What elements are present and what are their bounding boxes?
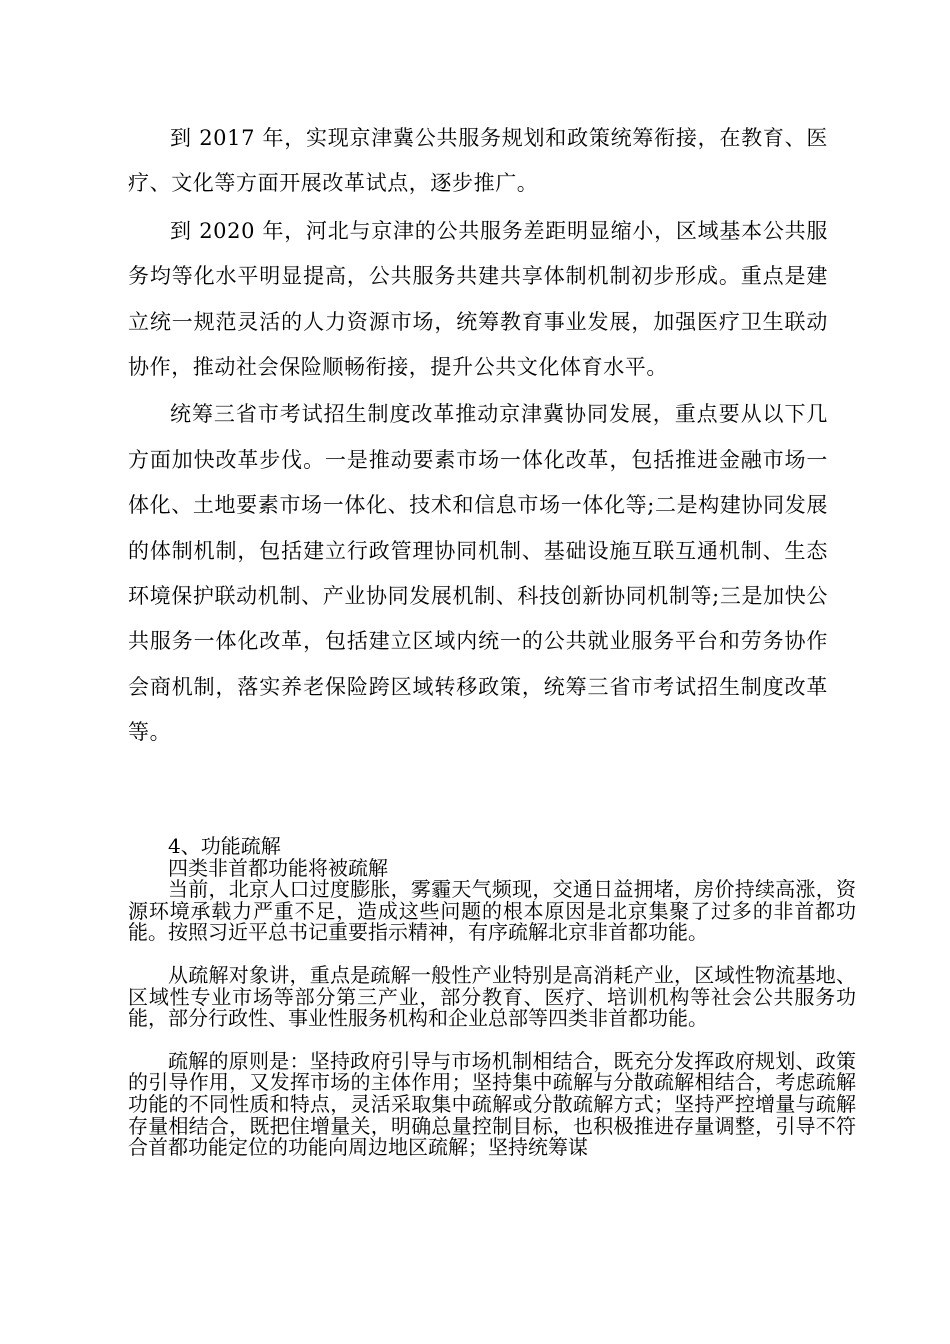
lower-text-block bbox=[128, 836, 856, 1159]
paragraph-relocation-principles: 疏解的原则是：坚持政府引导与市场机制相结合，既充分发挥政府规划、政策的引导作用，又发挥市场的主体作用；坚持集中疏解与分散疏解相结合，考虑疏解功能的不同性质和特点，灵活采取集中疏解或分散疏解方式；坚持严控增量与疏解存量相结合，既把住增量关，明确总量控制目标，也积极推进存量调整，引导不符合首都功能定位的功能向周边地区疏解；坚持统筹谋 bbox=[128, 1048, 856, 1160]
upper-text-block bbox=[128, 116, 828, 756]
paragraph-2020-goals: 到 2020 年，河北与京津的公共服务差距明显缩小，区域基本公共服务均等化水平明显提高，公共服务共建共享体制机制初步形成。重点是建立统一规范灵活的人力资源市场，统筹教育事业发展，加强医疗卫生联动协作，推动社会保险顺畅衔接，提升公共文化体育水平。 bbox=[128, 218, 828, 380]
paragraph-relocation-targets: 从疏解对象讲，重点是疏解一般性产业特别是高消耗产业，区域性物流基地、区域性专业市场等部分第三产业，部分教育、医疗、培训机构等社会公共服务功能，部分行政性、事业性服务机构和企业总部等四类非首都功能。 bbox=[128, 962, 856, 1031]
paragraph-current-situation: 当前，北京人口过度膨胀，雾霾天气频现，交通日益拥堵，房价持续高涨，资源环境承载力严重不足，造成这些问题的根本原因是北京集聚了过多的非首都功能。按照习近平总书记重要指示精神，有序疏解北京非首都功能。 bbox=[128, 877, 856, 945]
section-subheading: 四类非首都功能将被疏解 bbox=[168, 855, 388, 880]
paragraph-reform-measures: 统筹三省市考试招生制度改革推动京津冀协同发展，重点要从以下几方面加快改革步伐。一是推动要素市场一体化改革，包括推进金融市场一体化、土地要素市场一体化、技术和信息市场一体化等;二是构建协同发展的体制机制，包括建立行政管理协同机制、基础设施互联互通机制、生态环境保护联动机制、产业协同发展机制、科技创新协同机制等;三是加快公共服务一体化改革，包括建立区域内统一的公共就业服务平台和劳务协作会商机制，落实养老保险跨区域转移政策，统筹三省市考试招生制度改革等。 bbox=[128, 402, 828, 745]
section-heading: 4、功能疏解 bbox=[168, 834, 281, 858]
paragraph-2017-goals: 到 2017 年，实现京津冀公共服务规划和政策统筹衔接，在教育、医疗、文化等方面开展改革试点，逐步推广。 bbox=[128, 126, 828, 196]
